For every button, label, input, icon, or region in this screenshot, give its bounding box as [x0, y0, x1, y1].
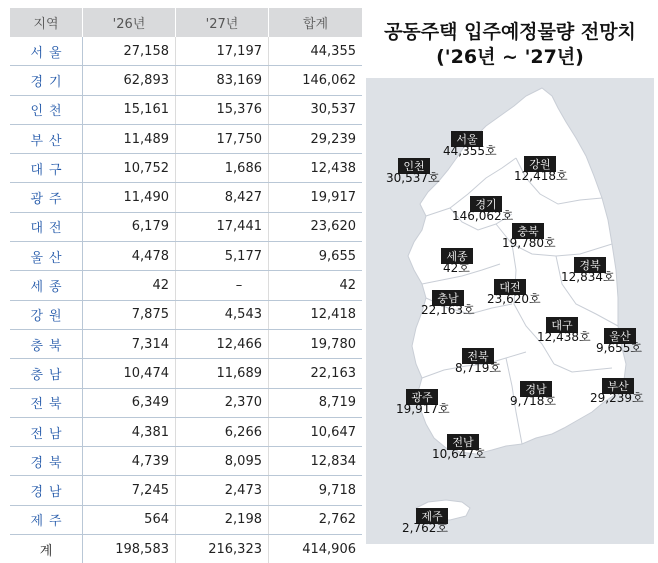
- region-label-value: 9,718호: [510, 394, 556, 408]
- region-label-name: 부산: [607, 380, 629, 393]
- region-label-name: 강원: [529, 158, 551, 171]
- value-2026: 10,474: [83, 359, 176, 388]
- region-cell: 제주: [10, 505, 83, 534]
- header-total: 합계: [269, 8, 363, 37]
- value-2026: 62,893: [83, 66, 176, 95]
- region-label-value: 22,163호: [421, 303, 475, 317]
- table-row: [10, 37, 362, 66]
- value-2026: 4,478: [83, 242, 176, 271]
- map-subtitle: ('26년 ~ '27년): [436, 46, 584, 68]
- map-title: 공동주택 입주예정물량 전망치: [384, 21, 636, 43]
- value-2026: 15,161: [83, 95, 176, 124]
- header-region: 지역: [10, 8, 83, 37]
- table-row: [10, 417, 362, 446]
- value-total: 22,163: [269, 359, 363, 388]
- table-row: [10, 447, 362, 476]
- region-label-value: 12,438호: [537, 330, 591, 344]
- region-label-value: 29,239호: [590, 391, 644, 405]
- region-label-name: 충남: [437, 292, 459, 305]
- region-label-name: 경북: [579, 259, 601, 272]
- value-2027: 15,376: [176, 95, 269, 124]
- map-panel: [366, 8, 654, 544]
- map-label: [441, 248, 473, 275]
- value-2027: 17,750: [176, 124, 269, 153]
- region-cell: 세종: [10, 271, 83, 300]
- value-total: 23,620: [269, 212, 363, 241]
- value-total: 19,917: [269, 183, 363, 212]
- value-2027: 2,473: [176, 476, 269, 505]
- value-2027: 216,323: [176, 535, 269, 563]
- value-2027: 5,177: [176, 242, 269, 271]
- value-total: 29,239: [269, 124, 363, 153]
- region-label-name: 세종: [446, 250, 468, 263]
- value-2027: –: [176, 271, 269, 300]
- region-label-value: 12,834호: [561, 270, 615, 284]
- value-2027: 11,689: [176, 359, 269, 388]
- value-total: 9,718: [269, 476, 363, 505]
- value-total: 10,647: [269, 417, 363, 446]
- region-cell: 대전: [10, 212, 83, 241]
- table-row: [10, 476, 362, 505]
- value-total: 9,655: [269, 242, 363, 271]
- value-2026: 564: [83, 505, 176, 534]
- region-label-value: 12,418호: [514, 169, 568, 183]
- table-header-row: [10, 8, 362, 37]
- value-2027: 17,441: [176, 212, 269, 241]
- value-total: 8,719: [269, 388, 363, 417]
- value-2027: 6,266: [176, 417, 269, 446]
- region-label-value: 2,762호: [402, 521, 448, 535]
- table-row: [10, 505, 362, 534]
- region-label-name: 울산: [609, 330, 631, 343]
- region-cell: 경남: [10, 476, 83, 505]
- region-label-value: 10,647호: [432, 447, 486, 461]
- region-label-value: 44,355호: [443, 144, 497, 158]
- table-row: [10, 359, 362, 388]
- region-label-value: 9,655호: [596, 341, 642, 355]
- region-label-name: 제주: [421, 510, 443, 523]
- region-cell: 부산: [10, 124, 83, 153]
- region-cell: 계: [10, 535, 83, 563]
- value-2026: 10,752: [83, 154, 176, 183]
- table-row: [10, 300, 362, 329]
- value-2027: 4,543: [176, 300, 269, 329]
- value-total: 42: [269, 271, 363, 300]
- region-label-name: 대전: [499, 281, 521, 294]
- value-2027: 83,169: [176, 66, 269, 95]
- region-cell: 전북: [10, 388, 83, 417]
- value-total: 44,355: [269, 37, 363, 66]
- value-total: 12,418: [269, 300, 363, 329]
- value-2026: 42: [83, 271, 176, 300]
- value-2027: 17,197: [176, 37, 269, 66]
- region-cell: 경북: [10, 447, 83, 476]
- value-2026: 6,179: [83, 212, 176, 241]
- table-row: [10, 242, 362, 271]
- value-2027: 1,686: [176, 154, 269, 183]
- region-label-name: 경기: [475, 198, 497, 211]
- region-cell: 전남: [10, 417, 83, 446]
- value-total: 19,780: [269, 329, 363, 358]
- table-row: [10, 329, 362, 358]
- table-row: [10, 66, 362, 95]
- region-label-value: 8,719호: [455, 361, 501, 375]
- value-2027: 2,198: [176, 505, 269, 534]
- table-row: [10, 95, 362, 124]
- header-2027: '27년: [176, 8, 269, 37]
- table-row: [10, 124, 362, 153]
- region-label-value: 42호: [443, 261, 470, 275]
- region-label-value: 30,537호: [386, 171, 440, 185]
- value-2027: 8,427: [176, 183, 269, 212]
- region-cell: 경기: [10, 66, 83, 95]
- value-total: 12,438: [269, 154, 363, 183]
- table-total-row: [10, 535, 362, 563]
- value-2027: 2,370: [176, 388, 269, 417]
- region-label-value: 19,917호: [396, 402, 450, 416]
- value-2026: 11,490: [83, 183, 176, 212]
- value-2026: 6,349: [83, 388, 176, 417]
- header-2026: '26년: [83, 8, 176, 37]
- table-row: [10, 212, 362, 241]
- table-row: [10, 271, 362, 300]
- value-2026: 198,583: [83, 535, 176, 563]
- region-cell: 충남: [10, 359, 83, 388]
- value-2026: 4,381: [83, 417, 176, 446]
- region-label-name: 전남: [452, 436, 474, 449]
- region-label-value: 23,620호: [487, 292, 541, 306]
- region-label-name: 서울: [456, 133, 478, 146]
- value-2027: 8,095: [176, 447, 269, 476]
- region-label-name: 인천: [403, 160, 425, 173]
- value-2026: 7,314: [83, 329, 176, 358]
- table-row: [10, 183, 362, 212]
- region-cell: 광주: [10, 183, 83, 212]
- region-label-name: 대구: [551, 319, 573, 332]
- table-body: [10, 37, 362, 563]
- value-total: 12,834: [269, 447, 363, 476]
- value-total: 2,762: [269, 505, 363, 534]
- value-2026: 7,875: [83, 300, 176, 329]
- housing-supply-table: [10, 8, 362, 563]
- value-2027: 12,466: [176, 329, 269, 358]
- value-total: 30,537: [269, 95, 363, 124]
- region-label-name: 경남: [525, 383, 547, 396]
- table-row: [10, 388, 362, 417]
- table-row: [10, 154, 362, 183]
- region-label-name: 광주: [411, 391, 433, 404]
- value-2026: 4,739: [83, 447, 176, 476]
- region-cell: 충북: [10, 329, 83, 358]
- region-cell: 인천: [10, 95, 83, 124]
- region-label-name: 충북: [517, 225, 539, 238]
- region-label-name: 전북: [467, 350, 489, 363]
- region-cell: 서울: [10, 37, 83, 66]
- value-total: 414,906: [302, 541, 356, 557]
- korea-map: [366, 8, 654, 544]
- region-label-value: 146,062호: [452, 209, 514, 223]
- region-label-value: 19,780호: [502, 236, 556, 250]
- region-cell: 대구: [10, 154, 83, 183]
- value-2026: 7,245: [83, 476, 176, 505]
- region-cell: 강원: [10, 300, 83, 329]
- region-cell: 울산: [10, 242, 83, 271]
- value-2026: 27,158: [83, 37, 176, 66]
- value-total: 146,062: [269, 66, 363, 95]
- value-2026: 11,489: [83, 124, 176, 153]
